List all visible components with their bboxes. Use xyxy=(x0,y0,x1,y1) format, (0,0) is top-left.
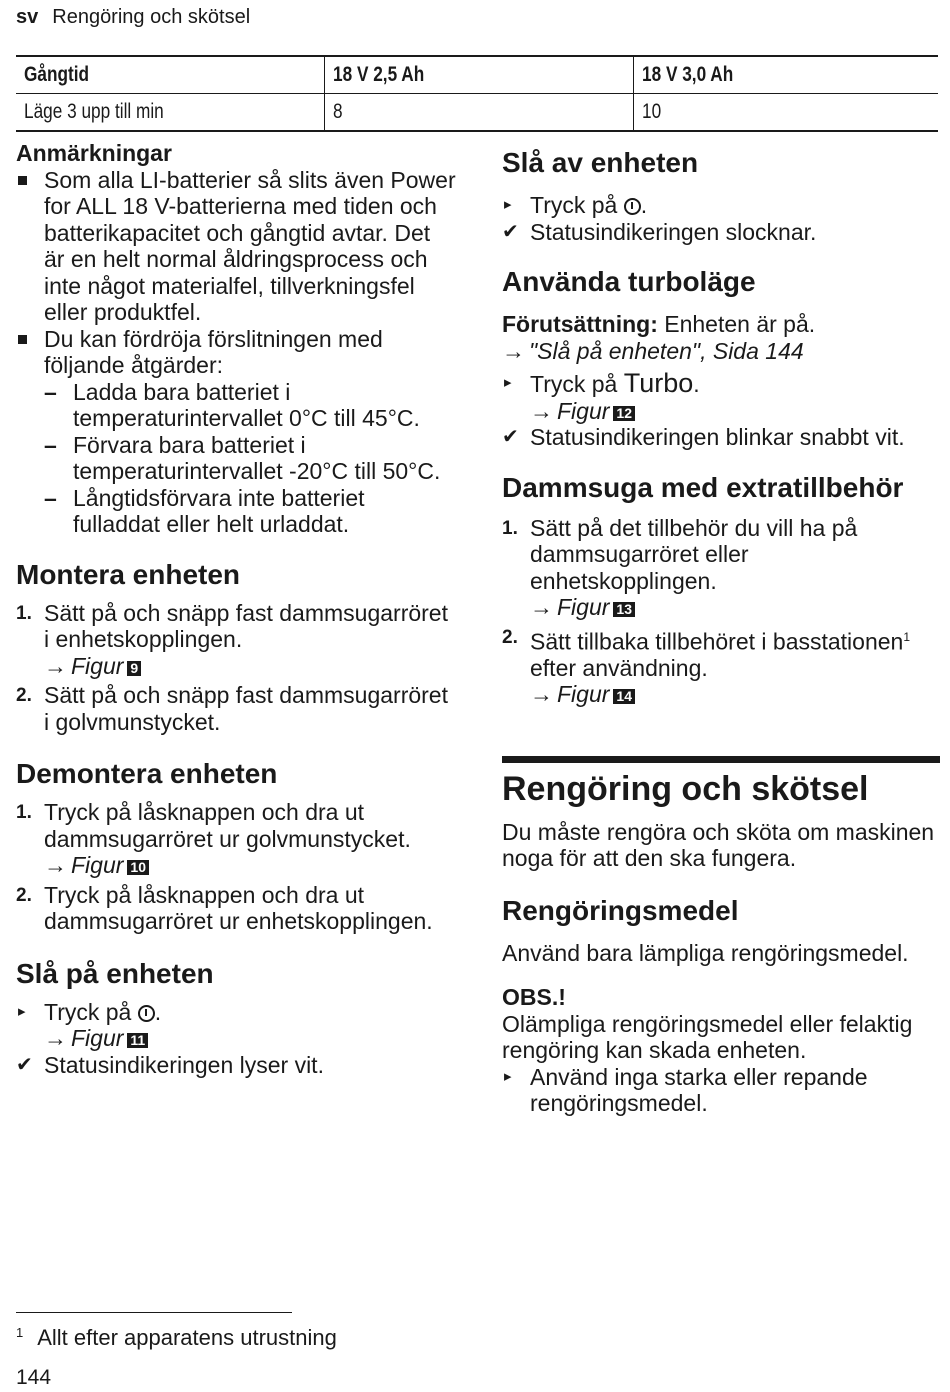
notice-label: OBS.! xyxy=(502,984,566,1011)
cleaning-intro: Du måste rengöra och sköta om maskinen noga för att den ska fungera. xyxy=(502,818,935,872)
arrow-right-icon: → xyxy=(530,397,553,424)
list-item: 1. Sätt på det tillbehör du vill ha på dammsugarröret eller enhetskopplingen. → Figur 13 xyxy=(502,515,940,621)
figure-ref: → Figur 14 xyxy=(530,681,940,708)
arrow-right-icon: → xyxy=(530,681,553,708)
runtime-table xyxy=(16,55,938,132)
table-header-cell: Gångtid xyxy=(16,56,325,94)
dash-icon: – xyxy=(44,484,57,511)
triangle-right-icon: ▸ xyxy=(18,1002,26,1020)
notes-list xyxy=(16,167,456,538)
bullet-square-icon xyxy=(18,335,27,344)
footnote-marker: 1 xyxy=(903,629,911,644)
dash-icon: – xyxy=(44,378,57,405)
figure-number-badge: 13 xyxy=(613,602,635,617)
figure-ref: → Figur 13 xyxy=(530,594,940,621)
power-icon xyxy=(624,198,641,215)
checkmark-icon: ✔ xyxy=(502,220,519,243)
list-item: ▸ Använd inga starka eller repande rengöringsmedel. xyxy=(504,1063,868,1117)
page-reference: → "Slå på enheten", Sida 144 xyxy=(502,337,804,364)
figure-ref: → Figur 12 xyxy=(530,398,940,425)
list-item: ✔ Statusindikeringen lyser vit. xyxy=(16,1051,324,1078)
table-cell: Läge 3 upp till min xyxy=(16,94,325,132)
list-item: ▸ Tryck på Turbo. → Figur 12 xyxy=(502,370,940,424)
accessories-steps xyxy=(502,515,940,708)
footnote: $^1$ Allt efter apparatens utrustning xyxy=(16,1325,337,1350)
page-number: 144 xyxy=(16,1366,52,1389)
figure-number-badge: 10 xyxy=(127,860,149,875)
list-item: 2. Tryck på låsknappen och dra ut dammsugarröret ur enhetskopplingen. xyxy=(16,881,433,934)
turbo-title: Använda turboläge xyxy=(502,266,756,297)
left-column xyxy=(16,140,456,1078)
arrow-right-icon: → xyxy=(530,594,553,620)
notes-sublist xyxy=(44,379,456,538)
figure-number-badge: 9 xyxy=(127,661,141,676)
list-item: ✔ Statusindikeringen blinkar snabbt vit. xyxy=(502,424,905,450)
list-item: 2. Sätt på och snäpp fast dammsugarröret i golvmunstycket. xyxy=(16,682,448,735)
table-cell: 8 xyxy=(325,94,634,132)
list-item: 1. Sätt på och snäpp fast dammsugarröret i enhetskopplingen. → Figur 9 xyxy=(16,600,456,680)
arrow-right-icon: → xyxy=(44,852,67,878)
bullet-square-icon xyxy=(18,176,27,185)
chapter-title: Rengöring och skötsel xyxy=(502,756,940,809)
accessories-title: Dammsuga med extratillbehör xyxy=(502,471,904,503)
dismount-steps xyxy=(16,799,456,935)
table-header-cell: 18 V 3,0 Ah xyxy=(634,56,939,94)
list-item: 2. Sätt tillbaka tillbehöret i basstationen$^1$ efter användning. → Figur 14 xyxy=(502,624,940,708)
switch-off-title: Slå av enheten xyxy=(502,147,699,178)
switch-on-title: Slå på enheten xyxy=(16,957,214,989)
list-item: – Långtidsförvara inte batteriet fulladdat eller helt urladdat. xyxy=(44,484,365,537)
checkmark-icon: ✔ xyxy=(16,1053,33,1076)
triangle-right-icon: ▸ xyxy=(504,374,512,391)
turbo-steps xyxy=(502,370,940,451)
footnote-divider xyxy=(16,1312,292,1313)
switch-off-steps xyxy=(502,192,940,245)
turbo-button-label: Turbo xyxy=(623,368,694,398)
table-row xyxy=(16,94,938,132)
arrow-right-icon: → xyxy=(44,1025,67,1051)
triangle-right-icon: ▸ xyxy=(504,1067,512,1085)
mount-steps xyxy=(16,600,456,736)
list-item: ▸ Tryck på . → Figur 11 xyxy=(16,999,456,1052)
turbo-requirement: Förutsättning: Enheten är på. xyxy=(502,311,816,337)
dash-icon: – xyxy=(44,431,57,458)
agents-steps xyxy=(502,1064,940,1117)
figure-number-badge: 11 xyxy=(127,1033,148,1048)
notice-text: Olämpliga rengöringsmedel eller felaktig rengöring kan skada enheten. xyxy=(502,1010,913,1064)
notes-title: Anmärkningar xyxy=(16,140,172,166)
table-header-cell: 18 V 2,5 Ah xyxy=(325,56,634,94)
agents-text: Använd bara lämpliga rengöringsmedel. xyxy=(502,939,909,966)
power-icon xyxy=(138,1005,155,1022)
list-item: 1. Tryck på låsknappen och dra ut dammsugarröret ur golvmunstycket. → Figur 10 xyxy=(16,799,456,879)
figure-ref: → Figur 10 xyxy=(44,852,456,879)
right-column xyxy=(502,146,940,1117)
list-item: Som alla LI-batterier så slits även Power for ALL 18 V-batterierna med tiden och batterikapacitet och gångtid avtar. Det är en helt normal åldringsprocess och inte något materialfel, tillverkningsfel eller produktfel. xyxy=(16,167,456,326)
header-section: Rengöring och skötsel xyxy=(52,6,251,28)
list-item: – Förvara bara batteriet i temperaturintervallet -20°C till 50°C. xyxy=(44,431,441,484)
mount-title: Montera enheten xyxy=(16,558,241,590)
list-item: ✔ Statusindikeringen slocknar. xyxy=(502,218,817,245)
switch-on-steps xyxy=(16,999,456,1079)
figure-number-badge: 14 xyxy=(613,689,635,704)
running-header xyxy=(16,6,250,29)
checkmark-icon: ✔ xyxy=(502,426,519,448)
list-item: Du kan fördröja förslitningen med följande åtgärder: – Ladda bara batteriet i temperaturintervallet 0°C till 45°C. – Förvara bara batteriet i temperaturintervallet -20°C till 50°C. – Långtidsförvara inte batteriet fulladdat eller helt urladdat. xyxy=(16,326,456,538)
dismount-title: Demontera enheten xyxy=(16,758,278,789)
triangle-right-icon: ▸ xyxy=(504,196,512,213)
figure-number-badge: 12 xyxy=(613,406,635,421)
figure-ref: → Figur 11 xyxy=(44,1025,456,1052)
list-item: – Ladda bara batteriet i temperaturintervallet 0°C till 45°C. xyxy=(44,378,420,431)
arrow-right-icon: → xyxy=(44,652,67,679)
table-header-row xyxy=(16,56,938,94)
language-code: sv xyxy=(16,6,39,28)
figure-ref: → Figur 9 xyxy=(44,653,456,680)
agents-title: Rengöringsmedel xyxy=(502,894,739,926)
table-cell: 10 xyxy=(634,94,939,132)
arrow-right-icon: → xyxy=(502,337,525,364)
list-item: ▸ Tryck på . xyxy=(504,192,648,218)
